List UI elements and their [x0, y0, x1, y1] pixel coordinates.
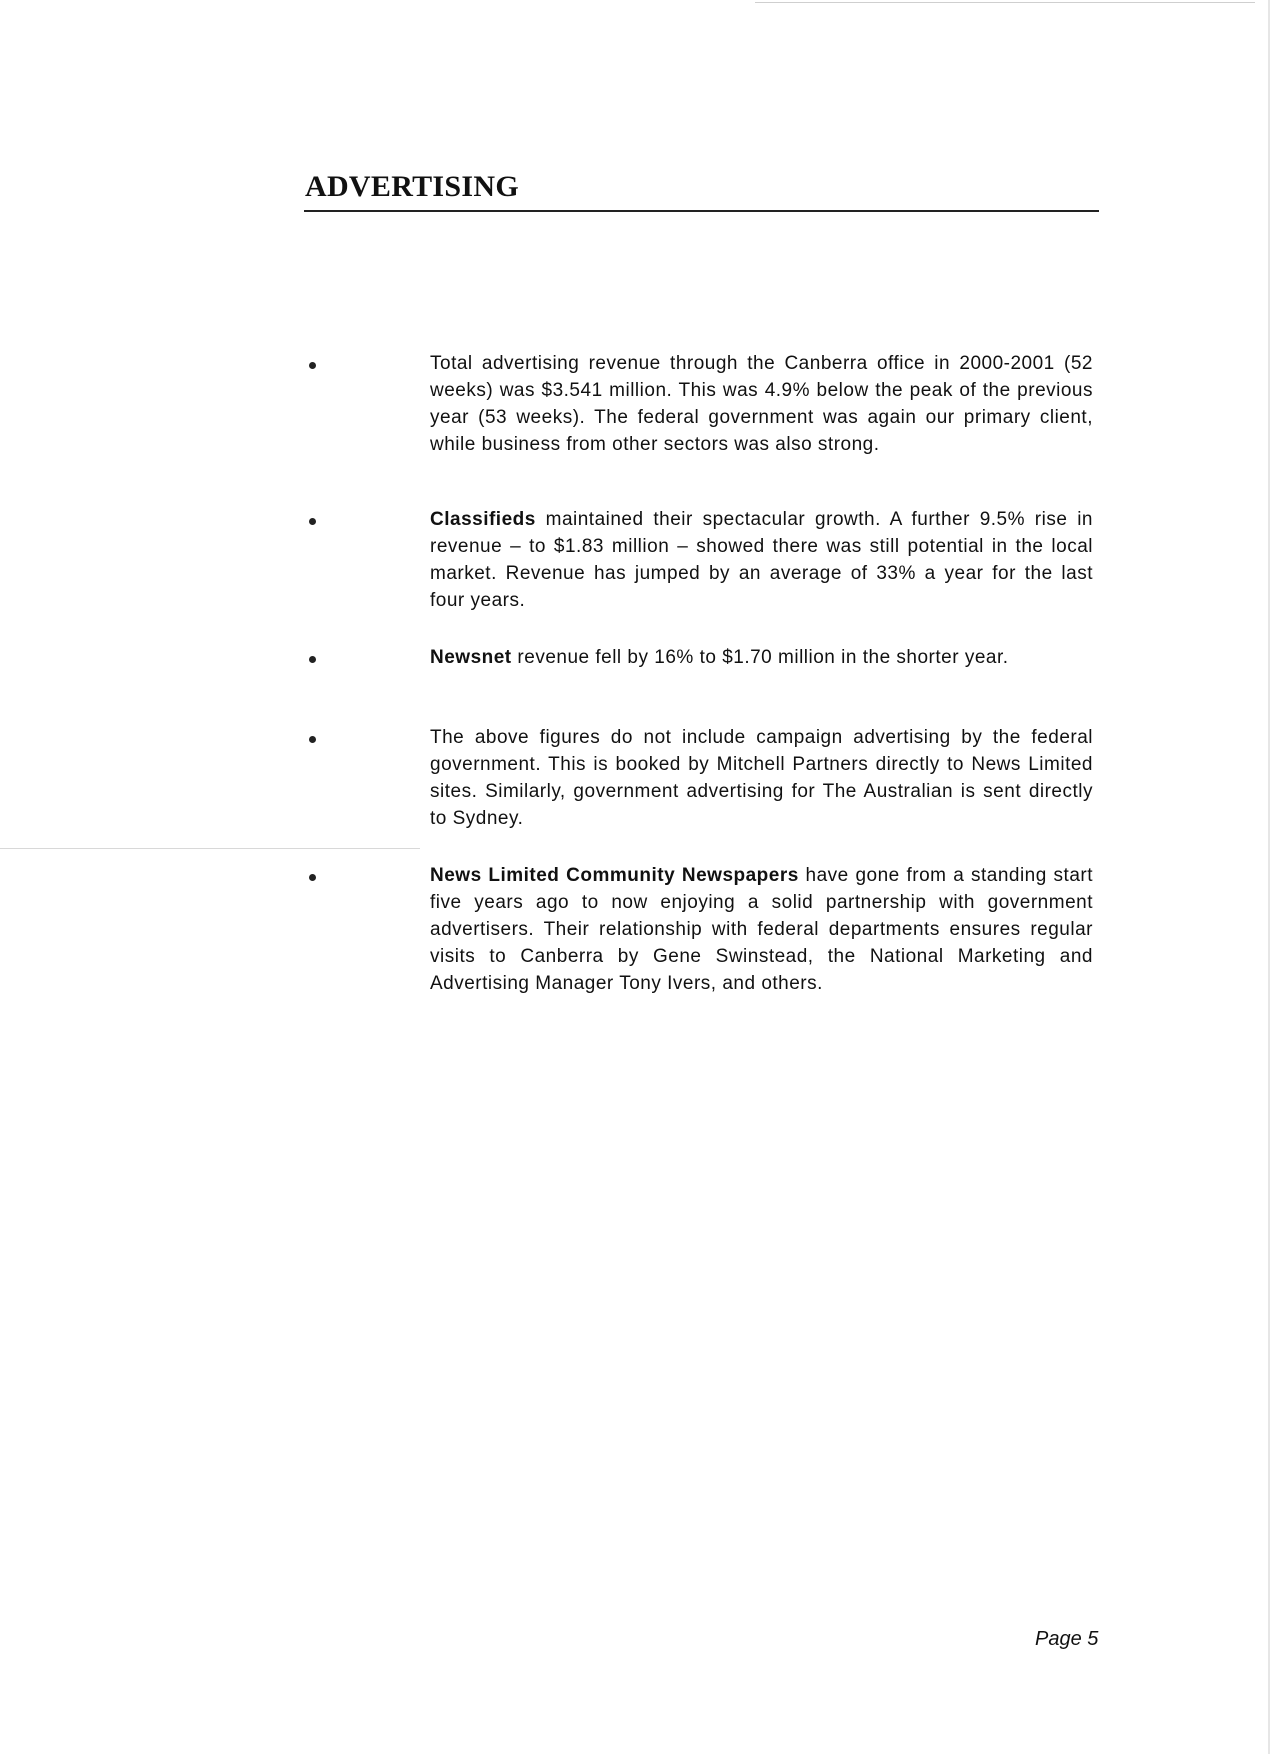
section-heading: ADVERTISING — [305, 170, 519, 203]
bullet-dot — [309, 874, 316, 881]
bullet-dot — [309, 656, 316, 663]
bullet-text — [430, 644, 1093, 671]
bullet-text-body: maintained their spectacular growth. A further 9.5% rise in revenue – to $1.83 million – showed there was still potential in the local market. Revenue has jumped by an average of 33% a year for the last four years. — [430, 509, 1093, 611]
scan-artifact-edge — [1268, 0, 1270, 1754]
bullet-lead-term: Newsnet — [430, 647, 512, 668]
page-number: Page 5 — [1035, 1628, 1099, 1650]
bullet-text — [430, 506, 1093, 614]
bullet-lead-term: Classifieds — [430, 509, 536, 530]
scan-artifact-line — [755, 2, 1255, 3]
heading-underline — [304, 210, 1099, 212]
bullet-text — [430, 862, 1093, 997]
bullet-dot — [309, 736, 316, 743]
bullet-text-body: Total advertising revenue through the Canberra office in 2000-2001 (52 weeks) was $3.541 million. This was 4.9% below the peak of the previous year (53 weeks). The federal government was again our primary client, while business from other sectors was also strong. — [430, 353, 1093, 455]
scan-artifact-fold — [0, 848, 420, 849]
bullet-text-body: The above figures do not include campaign advertising by the federal government. This is booked by Mitchell Partners directly to News Limited sites. Similarly, government advertising for The Australian is sent directly to Sydney. — [430, 727, 1093, 829]
bullet-lead-term: News Limited Community Newspapers — [430, 865, 799, 886]
bullet-dot — [309, 362, 316, 369]
bullet-text — [430, 724, 1093, 832]
bullet-text — [430, 350, 1093, 458]
bullet-dot — [309, 518, 316, 525]
bullet-text-body: revenue fell by 16% to $1.70 million in the shorter year. — [511, 647, 1009, 668]
bullet-text-body: have gone from a standing start five years ago to now enjoying a solid partnership with government advertisers. Their relationship with federal departments ensures regular visits to Canberra by Gene Swinstead, the National Marketing and Advertising Manager Tony Ivers, and others. — [430, 865, 1093, 994]
